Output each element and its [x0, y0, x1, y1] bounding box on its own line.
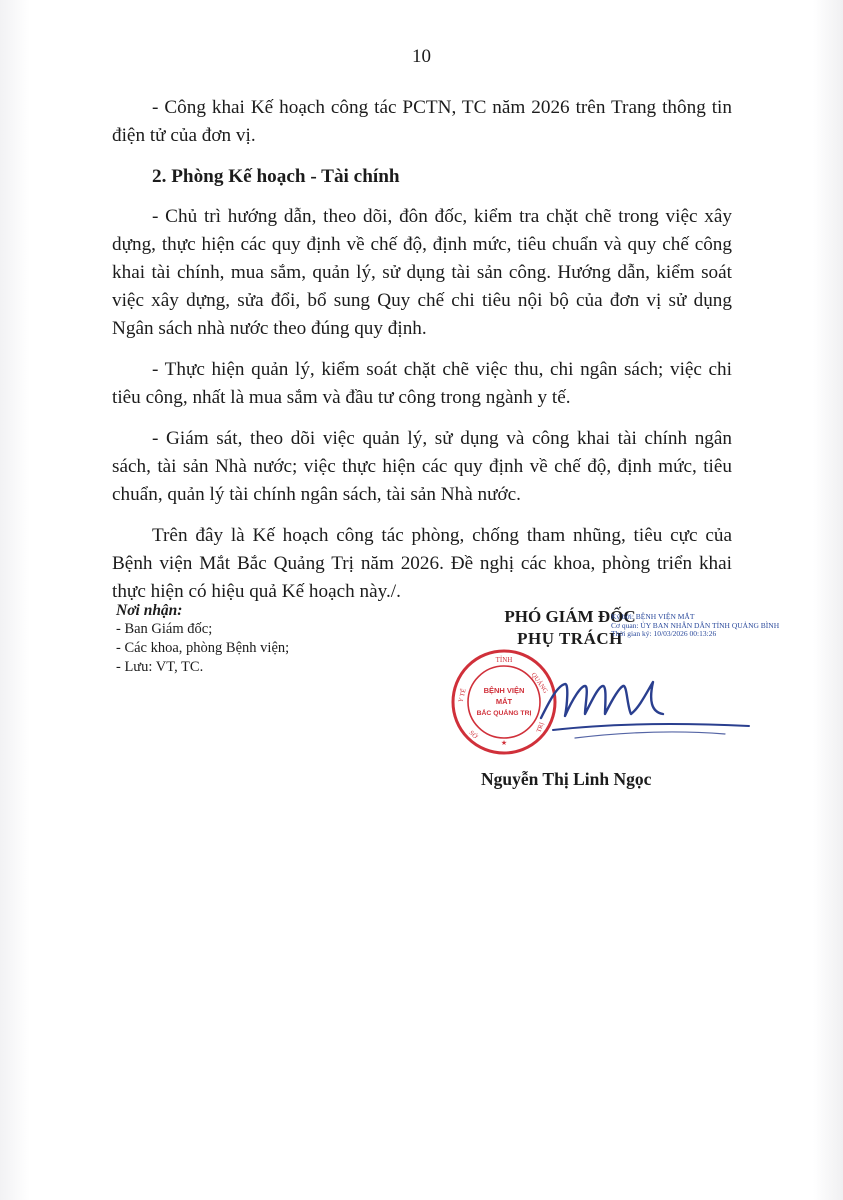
- seal-inner-line3: BẮC QUẢNG TRỊ: [476, 710, 532, 717]
- svg-text:★: ★: [500, 739, 508, 747]
- digital-signature-signer: Ký bởi: BỆNH VIỆN MẮT: [611, 612, 695, 621]
- digital-signature-time: Thời gian ký: 10/03/2026 00:13:26: [611, 629, 717, 638]
- digital-signature-agency: Cơ quan: ỦY BAN NHÂN DÂN TỈNH QUẢNG BÌNH: [611, 620, 780, 630]
- signature-title-line2: PHỤ TRÁCH: [517, 629, 623, 648]
- seal-text-bottom-left: SỞ: [467, 729, 479, 741]
- handwritten-signature: [535, 672, 755, 752]
- seal-text-top: TỈNH: [495, 656, 513, 664]
- closing-paragraph: Trên đây là Kế hoạch công tác phòng, chống tham nhũng, tiêu cực của Bệnh viện Mắt Bắc Quảng Trị năm 2026. Đề nghị các khoa, phòng triển khai thực hiện có hiệu quả Kế hoạch này./.: [112, 525, 732, 602]
- signature-title-line1: PHÓ GIÁM ĐỐC: [504, 607, 636, 626]
- seal-inner-line1: BỆNH VIỆN: [483, 686, 525, 695]
- paragraph: - Giám sát, theo dõi việc quản lý, sử dụng và công khai tài chính ngân sách, tài sản Nhà nước; việc thực hiện các quy định về chế độ, định mức, tiêu chuẩn, quản lý tài chính ngân sách, tài sản Nhà nước.: [112, 428, 732, 505]
- page-number: 10: [412, 46, 431, 67]
- seal-text-right-bottom: TRỊ: [535, 721, 546, 734]
- paragraph: - Thực hiện quản lý, kiểm soát chặt chẽ việc thu, chi ngân sách; việc chi tiêu công, nhất là mua sắm và đầu tư công trong ngành y tế.: [112, 359, 732, 408]
- recipient-item: - Lưu: VT, TC.: [116, 659, 204, 675]
- section-heading: 2. Phòng Kế hoạch - Tài chính: [152, 166, 400, 187]
- seal-inner-line2: MẮT: [495, 697, 513, 706]
- seal-text-left: Y TẾ: [457, 687, 468, 704]
- document-body: [112, 94, 732, 619]
- digital-signature-stamp: [611, 613, 779, 639]
- recipients-list: [116, 620, 289, 677]
- signer-name: Nguyễn Thị Linh Ngọc: [481, 769, 652, 789]
- recipient-item: - Ban Giám đốc;: [116, 621, 213, 637]
- recipient-item: - Các khoa, phòng Bệnh viện;: [116, 640, 290, 656]
- recipients-label: Nơi nhận:: [116, 602, 183, 619]
- paragraph: - Chủ trì hướng dẫn, theo dõi, đôn đốc, kiểm tra chặt chẽ trong việc xây dựng, thực hiện các quy định về chế độ, định mức, tiêu chuẩn và quy chế công khai tài chính, mua sắm, quản lý, sử dụng tài sản công. Hướng dẫn, kiểm soát việc xây dựng, sửa đổi, bổ sung Quy chế chi tiêu nội bộ của đơn vị sử dụng Ngân sách nhà nước theo đúng quy định.: [112, 206, 732, 339]
- recipients-block: [116, 601, 289, 677]
- seal-text-right: QUẢNG: [529, 671, 549, 695]
- paragraph: - Công khai Kế hoạch công tác PCTN, TC năm 2026 trên Trang thông tin điện tử của đơn vị.: [112, 97, 732, 146]
